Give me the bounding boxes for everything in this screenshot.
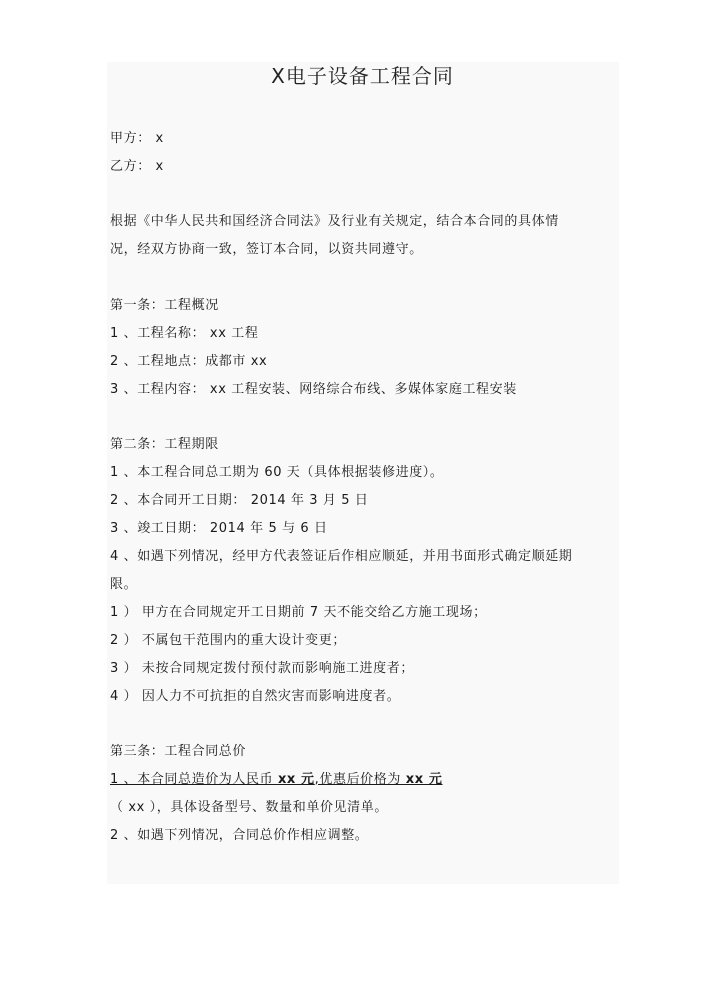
discount-price-amount: xx 元 — [405, 772, 443, 787]
article-2-subitem: 2 ） 不属包干范围内的重大设计变更； — [110, 633, 346, 648]
article-3-heading: 第三条：工程合同总价 — [110, 744, 247, 759]
article-2-item: 1 、本工程合同总工期为 60 天（具体根据装修进度）。 — [110, 465, 444, 480]
article-2-item: 2 、本合同开工日期： 2014 年 3 月 5 日 — [110, 493, 369, 508]
preamble-line-1: 根据《中华人民共和国经济合同法》及行业有关规定，结合本合同的具体情 — [110, 214, 559, 229]
article-2-subitem: 3 ） 未按合同规定拨付预付款而影响施工进度者； — [110, 661, 414, 676]
article-1-item: 2 、工程地点：成都市 xx — [110, 354, 268, 369]
article-1-item: 1 、工程名称： xx 工程 — [110, 326, 259, 341]
article-2-heading: 第二条：工程期限 — [110, 437, 219, 452]
party-b: 乙方： x — [110, 159, 164, 174]
article-2-subitem: 1 ） 甲方在合同规定开工日期前 7 天不能交给乙方施工现场； — [110, 605, 487, 620]
article-3-item-1 — [110, 771, 442, 789]
article-1-item: 3 、工程内容： xx 工程安装、网络综合布线、多媒体家庭工程安装 — [110, 382, 517, 397]
document-title: X电子设备工程合同 — [271, 64, 454, 88]
article-2-item: 限。 — [110, 577, 138, 592]
article-3-item-2: 2 、如遇下列情况，合同总价作相应调整。 — [110, 828, 369, 843]
article-3-item-1-cont: （ xx ），具体设备型号、数量和单价见清单。 — [110, 800, 388, 815]
total-price-prefix: 1 、本合同总造价为人民币 — [110, 772, 278, 787]
article-2-subitem: 4 ） 因人力不可抗拒的自然灾害而影响进度者。 — [110, 689, 401, 704]
discount-price-prefix: ,优惠后价格为 — [314, 772, 406, 787]
total-price-amount: xx 元 — [277, 772, 315, 787]
party-a: 甲方： x — [110, 131, 164, 146]
article-2-item: 3 、竣工日期： 2014 年 5 与 6 日 — [110, 521, 328, 536]
article-1-heading: 第一条：工程概况 — [110, 298, 219, 313]
preamble-line-2: 况，经双方协商一致，签订本合同，以资共同遵守。 — [110, 242, 423, 257]
article-2-item: 4 、如遇下列情况，经甲方代表签证后作相应顺延，并用书面形式确定顺延期 — [110, 549, 573, 564]
